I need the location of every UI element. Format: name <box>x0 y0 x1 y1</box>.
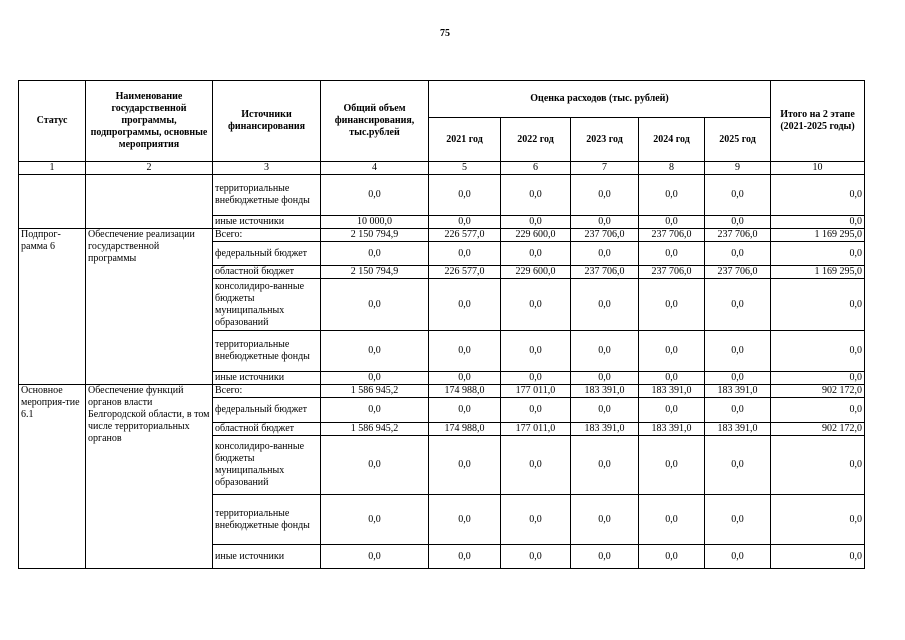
row-year-value: 0,0 <box>571 398 639 423</box>
row-year-value: 0,0 <box>501 216 571 229</box>
row-year-value: 229 600,0 <box>501 229 571 242</box>
row-year-value: 0,0 <box>571 242 639 266</box>
row-stage-total: 0,0 <box>771 495 865 545</box>
row-name: Обеспечение реализации государственной программы <box>86 229 213 385</box>
column-number: 8 <box>639 162 705 175</box>
row-stage-total: 0,0 <box>771 331 865 372</box>
row-year-value: 0,0 <box>501 398 571 423</box>
row-year-value: 0,0 <box>571 279 639 331</box>
row-year-value: 0,0 <box>429 495 501 545</box>
row-year-value: 0,0 <box>705 331 771 372</box>
row-total: 0,0 <box>321 279 429 331</box>
header-year: 2024 год <box>639 118 705 162</box>
header-estimate: Оценка расходов (тыс. рублей) <box>429 81 771 118</box>
column-number: 5 <box>429 162 501 175</box>
row-total: 0,0 <box>321 545 429 569</box>
row-year-value: 0,0 <box>571 216 639 229</box>
column-number: 6 <box>501 162 571 175</box>
row-total: 0,0 <box>321 372 429 385</box>
row-year-value: 0,0 <box>501 436 571 495</box>
row-stage-total: 1 169 295,0 <box>771 229 865 242</box>
row-stage-total: 0,0 <box>771 372 865 385</box>
row-year-value: 0,0 <box>501 279 571 331</box>
row-year-value: 226 577,0 <box>429 229 501 242</box>
row-year-value: 0,0 <box>501 242 571 266</box>
column-number-row <box>19 162 865 175</box>
row-year-value: 0,0 <box>429 242 501 266</box>
row-year-value: 237 706,0 <box>705 266 771 279</box>
row-stage-total: 0,0 <box>771 398 865 423</box>
header-sources: Источники финансирования <box>213 81 321 162</box>
row-year-value: 226 577,0 <box>429 266 501 279</box>
header-year: 2022 год <box>501 118 571 162</box>
row-stage-total: 0,0 <box>771 175 865 216</box>
row-year-value: 174 988,0 <box>429 423 501 436</box>
row-year-value: 174 988,0 <box>429 385 501 398</box>
row-total: 2 150 794,9 <box>321 266 429 279</box>
table-row <box>19 229 865 242</box>
row-year-value: 0,0 <box>501 331 571 372</box>
column-number: 2 <box>86 162 213 175</box>
row-stage-total: 0,0 <box>771 242 865 266</box>
header-stage-total: Итого на 2 этапе (2021-2025 годы) <box>771 81 865 162</box>
row-source: областной бюджет <box>213 266 321 279</box>
row-year-value: 0,0 <box>571 175 639 216</box>
row-name: Обеспечение функций органов власти Белгородской области, в том числе территориальных органов <box>86 385 213 569</box>
row-year-value: 0,0 <box>639 175 705 216</box>
row-year-value: 0,0 <box>639 216 705 229</box>
row-total: 1 586 945,2 <box>321 423 429 436</box>
row-year-value: 237 706,0 <box>571 229 639 242</box>
header-year: 2021 год <box>429 118 501 162</box>
row-year-value: 0,0 <box>639 372 705 385</box>
row-year-value: 0,0 <box>429 331 501 372</box>
budget-table <box>18 80 865 569</box>
row-year-value: 0,0 <box>429 398 501 423</box>
row-year-value: 0,0 <box>705 436 771 495</box>
row-source: иные источники <box>213 545 321 569</box>
row-stage-total: 1 169 295,0 <box>771 266 865 279</box>
row-total: 0,0 <box>321 398 429 423</box>
row-stage-total: 0,0 <box>771 545 865 569</box>
row-year-value: 0,0 <box>705 279 771 331</box>
row-stage-total: 0,0 <box>771 279 865 331</box>
row-source: территориальные внебюджетные фонды <box>213 495 321 545</box>
row-total: 0,0 <box>321 495 429 545</box>
row-year-value: 0,0 <box>705 175 771 216</box>
header-status: Статус <box>19 81 86 162</box>
column-number: 7 <box>571 162 639 175</box>
row-year-value: 177 011,0 <box>501 423 571 436</box>
row-total: 0,0 <box>321 242 429 266</box>
row-stage-total: 0,0 <box>771 436 865 495</box>
header-total: Общий объем финансирования, тыс.рублей <box>321 81 429 162</box>
row-year-value: 0,0 <box>571 495 639 545</box>
row-year-value: 0,0 <box>429 175 501 216</box>
row-stage-total: 0,0 <box>771 216 865 229</box>
row-status: Основное мероприя-тие 6.1 <box>19 385 86 569</box>
row-source: территориальные внебюджетные фонды <box>213 175 321 216</box>
row-year-value: 0,0 <box>639 436 705 495</box>
row-year-value: 0,0 <box>501 372 571 385</box>
row-source: федеральный бюджет <box>213 242 321 266</box>
header-year: 2023 год <box>571 118 639 162</box>
row-total: 2 150 794,9 <box>321 229 429 242</box>
row-year-value: 0,0 <box>705 495 771 545</box>
column-number: 10 <box>771 162 865 175</box>
header-name: Наименование государственной программы, подпрограммы, основные мероприятия <box>86 81 213 162</box>
row-year-value: 0,0 <box>639 398 705 423</box>
row-year-value: 0,0 <box>705 398 771 423</box>
row-year-value: 0,0 <box>429 279 501 331</box>
column-number: 3 <box>213 162 321 175</box>
row-status: Подпрог-рамма 6 <box>19 229 86 385</box>
row-year-value: 0,0 <box>705 372 771 385</box>
row-source: иные источники <box>213 216 321 229</box>
row-source: Всего: <box>213 385 321 398</box>
row-year-value: 183 391,0 <box>571 385 639 398</box>
header-year: 2025 год <box>705 118 771 162</box>
row-year-value: 237 706,0 <box>639 229 705 242</box>
row-year-value: 0,0 <box>571 545 639 569</box>
row-year-value: 0,0 <box>705 242 771 266</box>
row-year-value: 0,0 <box>639 279 705 331</box>
row-year-value: 0,0 <box>571 436 639 495</box>
row-year-value: 237 706,0 <box>705 229 771 242</box>
row-source: территориальные внебюджетные фонды <box>213 331 321 372</box>
column-number: 4 <box>321 162 429 175</box>
table-row <box>19 175 865 216</box>
row-source: Всего: <box>213 229 321 242</box>
row-year-value: 177 011,0 <box>501 385 571 398</box>
row-year-value: 0,0 <box>639 495 705 545</box>
row-year-value: 0,0 <box>705 216 771 229</box>
row-year-value: 0,0 <box>429 216 501 229</box>
row-source: иные источники <box>213 372 321 385</box>
row-source: федеральный бюджет <box>213 398 321 423</box>
row-total: 0,0 <box>321 436 429 495</box>
row-year-value: 183 391,0 <box>639 385 705 398</box>
row-year-value: 0,0 <box>501 545 571 569</box>
row-year-value: 237 706,0 <box>571 266 639 279</box>
row-year-value: 183 391,0 <box>571 423 639 436</box>
row-source: консолидиро-ванные бюджеты муниципальных образований <box>213 279 321 331</box>
row-year-value: 0,0 <box>501 495 571 545</box>
row-name <box>86 175 213 229</box>
row-year-value: 0,0 <box>429 372 501 385</box>
row-year-value: 0,0 <box>429 545 501 569</box>
row-source: областной бюджет <box>213 423 321 436</box>
row-year-value: 237 706,0 <box>639 266 705 279</box>
row-year-value: 229 600,0 <box>501 266 571 279</box>
row-year-value: 0,0 <box>571 331 639 372</box>
row-source: консолидиро-ванные бюджеты муниципальных образований <box>213 436 321 495</box>
row-year-value: 0,0 <box>639 545 705 569</box>
row-year-value: 183 391,0 <box>705 385 771 398</box>
row-status <box>19 175 86 229</box>
row-total: 1 586 945,2 <box>321 385 429 398</box>
row-total: 0,0 <box>321 331 429 372</box>
column-number: 1 <box>19 162 86 175</box>
row-year-value: 0,0 <box>705 545 771 569</box>
row-stage-total: 902 172,0 <box>771 423 865 436</box>
row-year-value: 0,0 <box>639 242 705 266</box>
table-row <box>19 385 865 398</box>
row-year-value: 0,0 <box>501 175 571 216</box>
row-total: 10 000,0 <box>321 216 429 229</box>
row-year-value: 183 391,0 <box>639 423 705 436</box>
row-year-value: 0,0 <box>571 372 639 385</box>
row-year-value: 0,0 <box>429 436 501 495</box>
row-total: 0,0 <box>321 175 429 216</box>
row-stage-total: 902 172,0 <box>771 385 865 398</box>
row-year-value: 0,0 <box>639 331 705 372</box>
column-number: 9 <box>705 162 771 175</box>
page-number: 75 <box>440 28 450 39</box>
row-year-value: 183 391,0 <box>705 423 771 436</box>
